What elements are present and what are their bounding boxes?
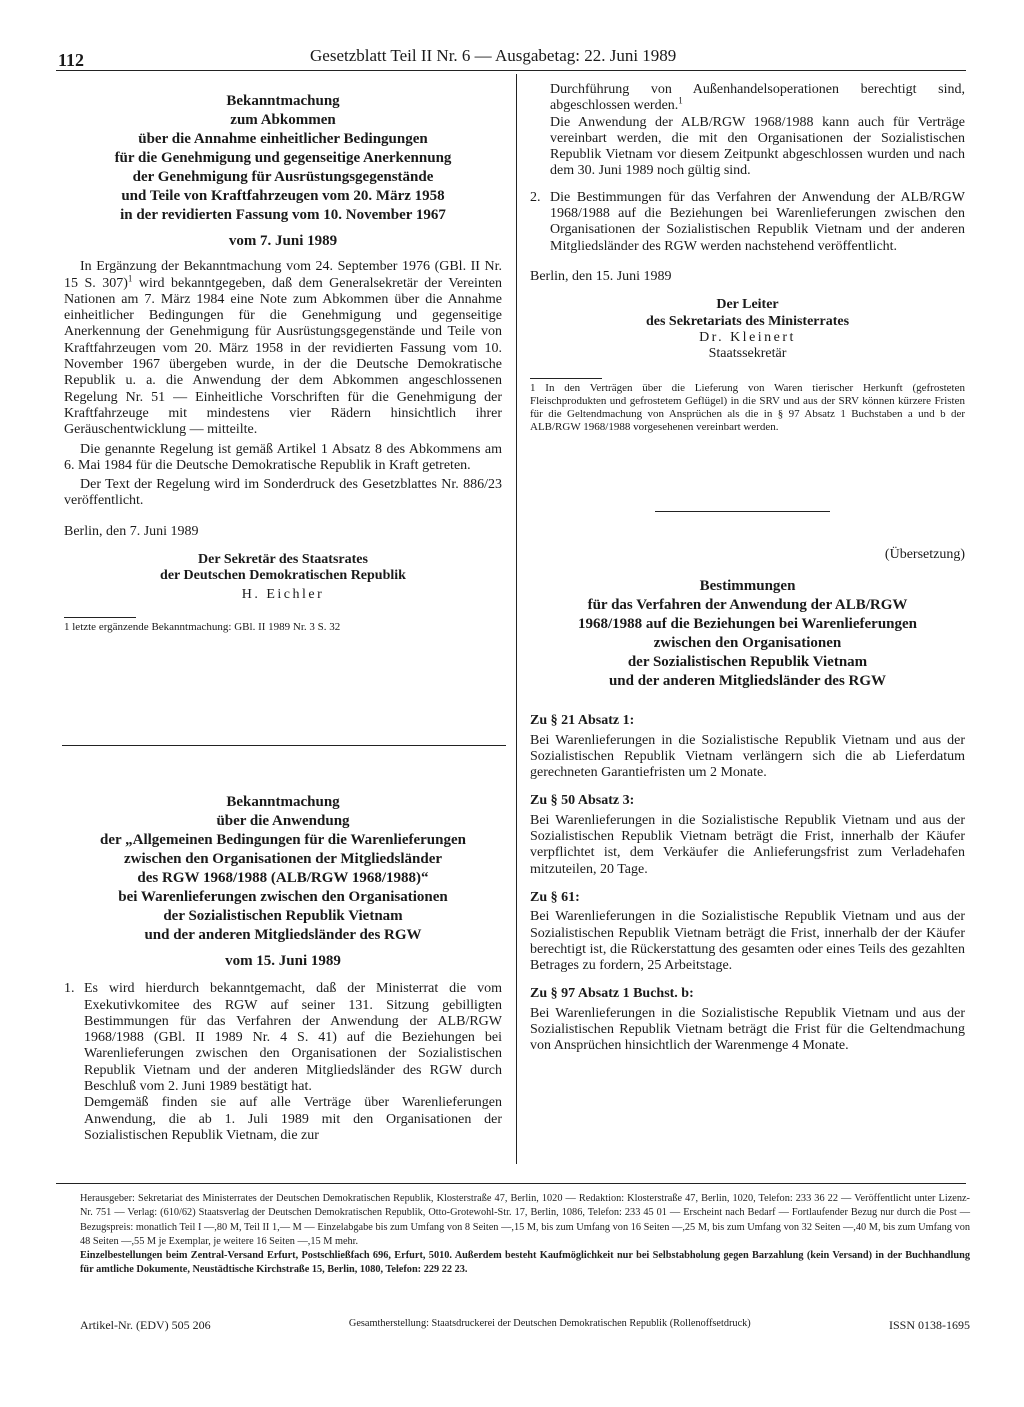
heading-line: für die Genehmigung und gegenseitige Anerkennung: [114, 150, 452, 166]
translation-note: (Übersetzung): [884, 547, 965, 562]
imprint-bottom-row: [80, 1318, 970, 1333]
translation-section-3: [530, 890, 965, 974]
heading-line: der Sozialistischen Republik Vietnam: [163, 908, 403, 924]
article-2-date: vom 15. Juni 1989: [225, 953, 341, 969]
section-text: Bei Warenlieferungen in die Sozialistische Republik Vietnam und aus der Sozialistischen Republik Vietnam verlängern sich die ab Lieferdatum gerechneten Garantiefristen um 2 Monate.: [530, 732, 965, 781]
signer-title: der Deutschen Demokratischen Republik: [160, 568, 406, 584]
heading-line: der Genehmigung für Ausrüstungsgegenstände: [132, 169, 434, 185]
footnote: 1 letzte ergänzende Bekanntmachung: GBl. II 1989 Nr. 3 S. 32: [64, 620, 341, 633]
item-number: 1.: [64, 981, 75, 997]
signer-name: Dr. Kleinert: [699, 329, 796, 345]
signer-name: H. Eichler: [241, 586, 325, 602]
footnote-marker: 1: [127, 272, 133, 283]
article-1-paragraph-1: [64, 259, 502, 438]
footnote-rule: [64, 617, 136, 618]
article-number: Artikel-Nr. (EDV) 505 206: [80, 1318, 211, 1332]
heading-line: und Teile von Kraftfahrzeugen vom 20. März 1958: [121, 188, 445, 204]
paragraph-text: wird bekanntgegeben, daß dem Generalsekretär der Vereinten Nationen am 7. März 1984 eine Note zum Abkommen über die Annahme einheitlicher Bedingungen für die Genehmigung und gegenseitige Anerkennung der Genehmigung für Ausrüstungsgegenstände und Teile von Kraftfahrzeugen vom 20. März 1958 in der revidierten Fassung vom 10. November 1967 übergeben wurde, in der die Deutsche Demokratische Republik u. a. die Anwendung der dem Abkommen angeschlossenen Regelung Nr. 51 — Einheitliche Vorschriften für die Genehmigung der Kraftfahrzeuge mit mindestens vier Rädern hinsichtlich ihrer Geräuschentwicklung — mitteilte.: [64, 275, 502, 438]
translation-section-2: [530, 793, 965, 877]
article-1: [64, 92, 502, 634]
translation-section: [530, 547, 965, 1055]
imprint-rule: [56, 1183, 966, 1184]
header-rule: [56, 70, 966, 71]
footnote-rule: [530, 378, 602, 379]
article-1-paragraph-2: Die genannte Regelung ist gemäß Artikel 1 Absatz 8 des Abkommens am 6. Mai 1984 für die Deutsche Demokratische Republik in Kraft getreten.: [64, 441, 502, 473]
signer-title: des Sekretariats des Ministerrates: [645, 313, 850, 329]
place-date: Berlin, den 7. Juni 1989: [64, 523, 199, 539]
page-number: 112: [58, 50, 85, 70]
item-text: Die Anwendung der ALB/RGW 1968/1988 kann auch für Verträge vereinbart werden, die mit den Organisationen der Sozialistischen Republik Vietnam vor diesem Zeitpunkt abgeschlossen wurden und nach dem 30. Juni 1989 noch gültig sind.: [550, 114, 965, 179]
item-text: Demgemäß finden sie auf alle Verträge über Warenlieferungen Anwendung, die ab 1. Juli 1989 mit den Organisationen der Sozialistischen Republik Vietnam, die zur: [84, 1095, 502, 1143]
item-text: Es wird hierdurch bekanntgemacht, daß der Ministerrat die vom Exekutivkomitee des RGW auf seiner 131. Sitzung gebilligten Bestimmungen für das Verfahren der Anwendung der ALB/RGW 1968/1988 (GBl. II 1989 Nr. 4 S. 41) auf die Beziehungen bei Warenlieferungen zwischen den Organisationen der Sozialistischen Republik Vietnam und der anderen Mitgliedsländer des RGW durch Beschluß vom 2. Juni 1989 bestätigt hat.: [84, 981, 502, 1095]
heading-line: 1968/1988 auf die Beziehungen bei Warenlieferungen: [577, 616, 918, 633]
signer-role: Staatssekretär: [708, 346, 787, 362]
heading-line: der „Allgemeinen Bedingungen für die Warenlieferungen: [100, 832, 466, 848]
issn: ISSN 0138-1695: [888, 1318, 970, 1332]
heading-line: Bekanntmachung: [226, 93, 340, 109]
section-text: Bei Warenlieferungen in die Sozialistische Republik Vietnam und aus der Sozialistischen Republik Vietnam beträgt die Frist für die Geltendmachung von Ansprüchen hinsichtlich der Warenmenge 4 Monate.: [530, 1005, 965, 1054]
heading-line: bei Warenlieferungen zwischen den Organisationen: [118, 889, 448, 905]
item-1-continued: [530, 82, 965, 115]
article-1-date: vom 7. Juni 1989: [228, 233, 338, 249]
place-date: Berlin, den 15. Juni 1989: [530, 268, 672, 284]
item-number: 2.: [530, 189, 541, 205]
heading-line: und der anderen Mitgliedsländer des RGW: [608, 673, 887, 690]
heading-line: in der revidierten Fassung vom 10. November 1967: [120, 207, 446, 223]
paragraph-text: In Ergänzung der Bekanntmachung vom 24. September 1976 (GBl. II Nr. 15 S. 307): [64, 259, 502, 291]
running-header: Gesetzblatt Teil II Nr. 6 — Ausgabetag: 22. Juni 1989: [310, 46, 677, 65]
column-divider: [516, 74, 517, 1164]
footnote-marker: 1: [678, 95, 683, 106]
heading-line: Bekanntmachung: [226, 794, 340, 810]
translation-heading: [530, 577, 965, 691]
signer-title: Der Sekretär des Staatsrates: [198, 552, 368, 568]
translation-section-4: [530, 986, 965, 1054]
heading-line: zwischen den Organisationen: [653, 635, 842, 652]
heading-line: zum Abkommen: [230, 112, 336, 128]
translation-section-1: [530, 713, 965, 781]
heading-line: für das Verfahren der Anwendung der ALB/RGW: [587, 597, 908, 614]
article-1-paragraph-3: Der Text der Regelung wird im Sonderdruck des Gesetzblattes Nr. 886/23 veröffentlicht.: [64, 477, 502, 509]
signer-title: Der Leiter: [716, 297, 779, 313]
article-2-item-2: [530, 190, 965, 255]
heading-line: und der anderen Mitgliedsländer des RGW: [144, 927, 422, 943]
heading-line: zwischen den Organisationen der Mitgliedsländer: [123, 851, 443, 867]
heading-line: Bestimmungen: [699, 578, 796, 595]
section-text: Bei Warenlieferungen in die Sozialistische Republik Vietnam und aus der Sozialistischen Republik Vietnam beträgt die Frist, innerhalb der Käufer verpflichtet ist, dem Verkäufer die Anlieferungsfrist zum Verladehafen mitzuteilen, 20 Tage.: [530, 812, 965, 877]
item-text: Die Bestimmungen für das Verfahren der Anwendung der ALB/RGW 1968/1988 auf die Beziehungen bei Warenlieferungen zwischen den Organisationen der Sozialistischen Republik Vietnam und der anderen Mitgliedsländer des RGW werden nachstehend veröffentlicht.: [550, 189, 965, 254]
section-title: Zu § 61:: [530, 889, 580, 905]
section-title: Zu § 97 Absatz 1 Buchst. b:: [530, 986, 694, 1002]
article-2: [64, 793, 502, 1144]
heading-line: des RGW 1968/1988 (ALB/RGW 1968/1988)“: [137, 870, 429, 886]
section-separator: [655, 511, 830, 512]
section-text: Bei Warenlieferungen in die Sozialistische Republik Vietnam und aus der Sozialistischen Republik Vietnam beträgt die Frist, innerhalb der der Käufer berechtigt ist, die Rückerstattung des gesamten oder eines Teils des gezahlten Betrages zu fordern, 25 Arbeitstage.: [530, 909, 965, 974]
section-title: Zu § 50 Absatz 3:: [530, 793, 635, 809]
footnote: 1 In den Verträgen über die Lieferung von Waren tierischer Herkunft (gefrosteten Fleischprodukten und gefrostetem Geflügel) in die SRV und aus der SRV können kürzere Fristen für die Geltendmachung von Ansprüchen als die in § 97 Absatz 1 Buchstaben a und b der ALB/RGW 1968/1988 vorgesehenen vereinbart werden.: [530, 382, 965, 434]
heading-line: der Sozialistischen Republik Vietnam: [627, 654, 868, 671]
imprint: [80, 1192, 970, 1278]
heading-line: über die Anwendung: [216, 813, 350, 829]
article-2-continued: [530, 82, 965, 434]
section-title: Zu § 21 Absatz 1:: [530, 713, 635, 729]
printer: Gesamtherstellung: Staatsdruckerei der Deutschen Demokratischen Republik (Rollenoffsetdruck): [348, 1318, 751, 1329]
heading-line: über die Annahme einheitlicher Bedingungen: [138, 131, 428, 147]
article-1-heading: [64, 92, 502, 225]
article-2-item-1: [64, 981, 502, 1144]
article-2-heading: [64, 793, 502, 945]
item-text: Durchführung von Außenhandelsoperationen berechtigt sind, abgeschlossen werden.: [550, 82, 965, 114]
article-separator: [62, 745, 506, 746]
imprint-text: Herausgeber: Sekretariat des Ministerrates der Deutschen Demokratischen Republik, Klosterstraße 47, Berlin, 1020 — Redaktion: Klosterstraße 47, Berlin, 1020, Telefon: 233 36 22 — Veröffentlicht unter Lizenz-Nr. 751 — Verlag: (610/62) Staatsverlag der Deutschen Demokratischen Republik, Otto-Grotewohl-Str. 17, Berlin, 1086, Telefon: 233 45 01 — Erscheint nach Bedarf — Fortlaufender Bezug nur durch die Post — Bezugspreis: monatlich Teil I —,80 M, Teil II 1,— M — Einzelabgabe bis zum Umfang von 8 Seiten —,15 M, bis zum Umfang von 16 Seiten —,25 M, bis zum Umfang von 32 Seiten —,40 M, bis zum Umfang von 48 Seiten —,55 M je Exemplar, je weitere 16 Seiten —,15 M mehr.: [80, 1193, 970, 1247]
imprint-ordering: Einzelbestellungen beim Zentral-Versand Erfurt, Postschließfach 696, Erfurt, 5010. Außerdem besteht Kaufmöglichkeit nur bei Selbstabholung gegen Barzahlung (kein Versand) in der Buchhandlung für amtliche Dokumente, Neustädtische Kirchstraße 15, Berlin, 1080, Telefon: 229 22 23.: [80, 1250, 970, 1276]
